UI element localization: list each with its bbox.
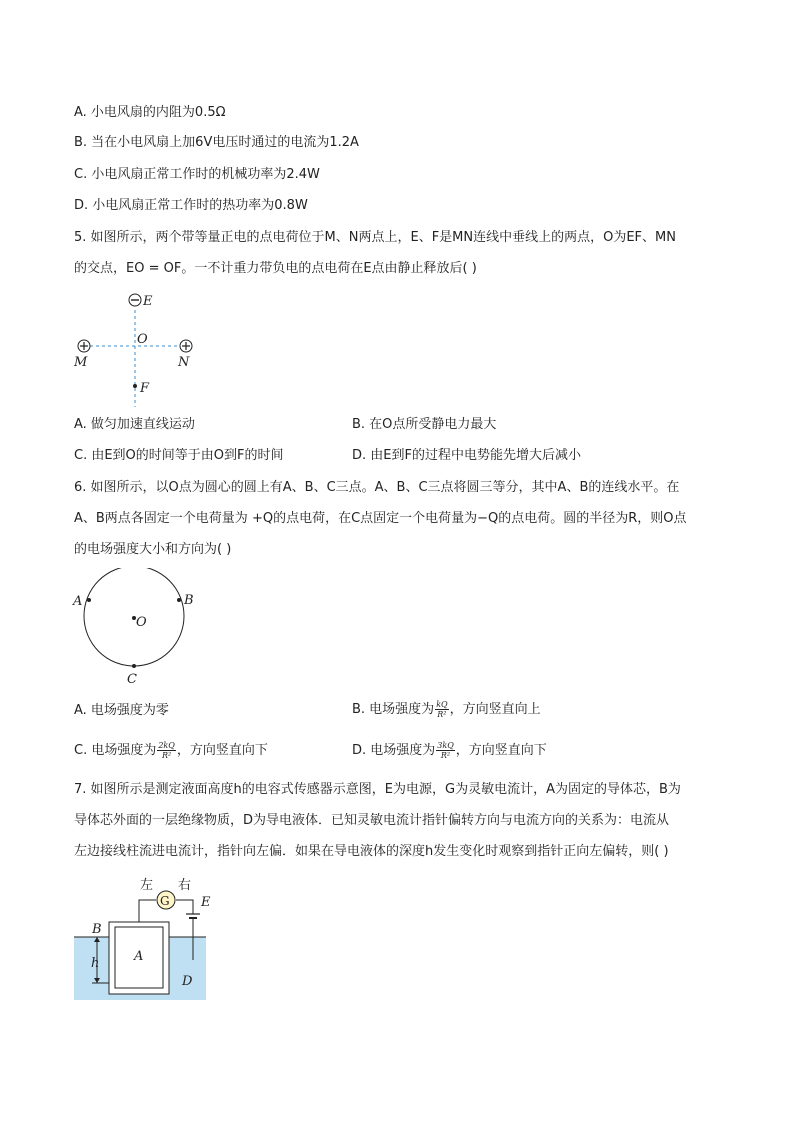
- q5-label-o: O: [137, 332, 148, 347]
- q6-option-d: D. 电场强度为 $\frac{3kQ}{\text{R²}}$ ，方向竖直向下: [352, 741, 547, 760]
- q6-label-o: O: [136, 615, 147, 630]
- q6-option-b: B. 电场强度为 $\frac{kQ}{\text{R²}}$ ，方向竖直向上: [352, 700, 541, 719]
- q5-label-m: M: [74, 355, 88, 370]
- q7-stem-line2: 导体芯外面的一层绝缘物质，D为导电液体．已知灵敏电流计指针偏转方向与电流方向的关系为：电流从: [74, 813, 670, 828]
- q4-option-a: A. 小电风扇的内阻为0.5Ω: [74, 105, 226, 120]
- q5-point-f: [133, 384, 137, 388]
- q7-label-g: G: [160, 894, 170, 908]
- q5-stem-line2: 的交点，EO = OF。一不计重力带负电的点电荷在E点由静止释放后( ): [74, 261, 477, 276]
- q7-wire-right: [176, 900, 193, 914]
- q4-option-d: D. 小电风扇正常工作时的热功率为0.8W: [74, 198, 308, 213]
- q4-option-b: B. 当在小电风扇上加6V电压时通过的电流为1.2A: [74, 135, 359, 150]
- q4-option-c: C. 小电风扇正常工作时的机械功率为2.4W: [74, 167, 320, 182]
- q7-label-e: E: [201, 895, 211, 910]
- q7-label-h: h: [91, 956, 100, 971]
- q7-stem-line1: 7. 如图所示是测定液面高度h的电容式传感器示意图，E为电源，G为灵敏电流计，A为固定的导体芯，B为: [74, 782, 681, 797]
- q7-figure: [70, 870, 215, 1005]
- q6-label-a: A: [73, 594, 83, 609]
- q7-label-left: 左: [140, 878, 154, 893]
- q7-wire-left: [139, 900, 156, 922]
- q6-point-a: [87, 598, 91, 602]
- q5-option-d: D. 由E到F的过程中电势能先增大后减小: [352, 448, 581, 463]
- q7-label-right: 右: [178, 878, 192, 893]
- q5-option-b: B. 在O点所受静电力最大: [352, 417, 497, 432]
- q7-stem-line3: 左边接线柱流进电流计，指针向左偏．如果在导电液体的深度h发生变化时观察到指针正向左偏转，则( ): [74, 844, 669, 859]
- q6-stem-line1: 6. 如图所示，以O点为圆心的圆上有A、B、C三点。A、B、C三点将圆三等分，其中A、B的连线水平。在: [74, 480, 680, 495]
- q6-point-c: [132, 664, 136, 668]
- q5-option-c: C. 由E到O的时间等于由O到F的时间: [74, 448, 284, 463]
- q5-stem-line1: 5. 如图所示，两个带等量正电的点电荷位于M、N两点上，E、F是MN连线中垂线上的两点，O为EF、MN: [74, 230, 676, 245]
- q7-label-b: B: [92, 922, 102, 937]
- q6-label-c: C: [127, 672, 137, 687]
- q5-label-e: E: [143, 294, 153, 309]
- q5-label-f: F: [140, 381, 150, 396]
- q5-option-a: A. 做匀加速直线运动: [74, 417, 195, 432]
- q6-option-a: A. 电场强度为零: [74, 703, 169, 718]
- q7-label-d: D: [182, 974, 193, 989]
- q6-point-b: [177, 598, 181, 602]
- q6-stem-line2: A、B两点各固定一个电荷量为 +Q的点电荷，在C点固定一个电荷量为−Q的点电荷。圆的半径为R，则O点: [74, 511, 687, 526]
- q6-figure: [70, 568, 210, 688]
- q7-label-a: A: [134, 949, 144, 964]
- q6-option-c: C. 电场强度为 $\frac{2kQ}{\text{R²}}$ ，方向竖直向下: [74, 741, 268, 760]
- q6-stem-line3: 的电场强度大小和方向为( ): [74, 542, 232, 557]
- q5-label-n: N: [178, 355, 190, 370]
- q6-label-b: B: [184, 593, 194, 608]
- q5-figure: [70, 285, 210, 410]
